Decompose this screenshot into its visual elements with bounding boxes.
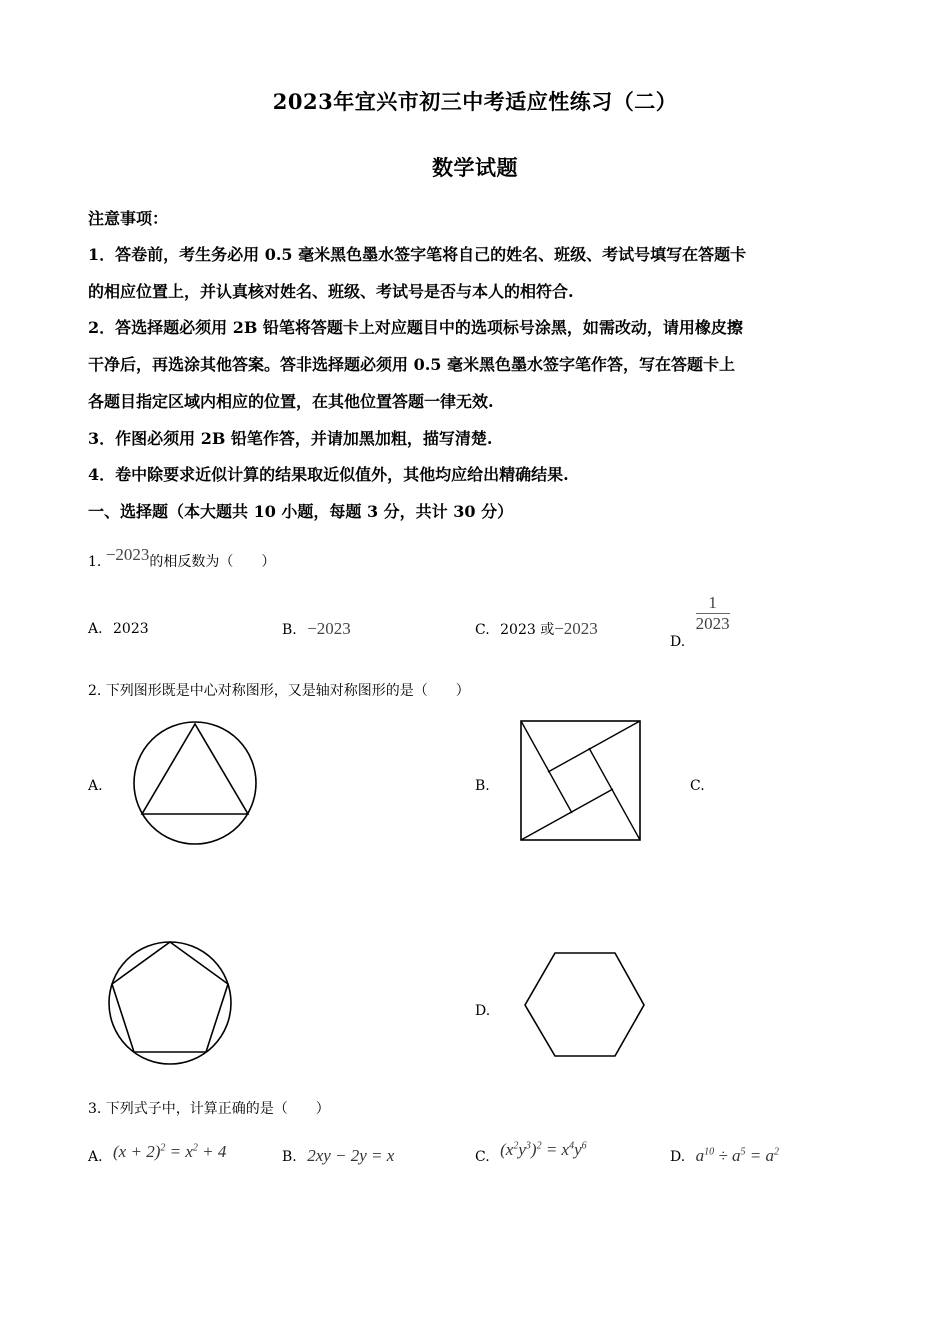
q1-option-d-label: D. <box>670 633 686 650</box>
q1-option-a <box>88 621 149 637</box>
q1-number: 1. <box>88 554 102 570</box>
section-1-heading: 一、选择题（本大题共 10 小题，每题 3 分，共计 30 分） <box>88 502 514 521</box>
q3-option-d-label: D. <box>670 1149 686 1165</box>
page-title: 2023年宜兴市初三中考适应性练习（二） <box>272 89 678 114</box>
page-subtitle: 数学试题 <box>432 155 518 180</box>
q3-option-a-label: A. <box>88 1149 103 1165</box>
q1-stem-text: 的相反数为（ ） <box>149 554 276 570</box>
notes-line-1: 1．答卷前，考生务必用 0.5 毫米黑色墨水签字笔将自己的姓名、班级、考试号填写在答题卡 <box>88 245 747 264</box>
q1-option-c-text2: −2023 <box>554 619 598 638</box>
q1-option-d-numerator: 1 <box>696 593 730 614</box>
q1-option-d <box>670 593 730 650</box>
q1-option-b <box>282 619 351 639</box>
q2-option-a-label: A. <box>88 778 103 794</box>
q2-option-d-label: D. <box>475 1003 491 1019</box>
q3-option-a <box>88 1142 227 1166</box>
square-pinwheel-figure <box>518 718 644 844</box>
q2-stem: 2. 下列图形既是中心对称图形，又是轴对称图形的是（ ） <box>88 683 470 699</box>
notes-heading: 注意事项： <box>88 209 169 228</box>
q1-stem <box>88 545 276 571</box>
q3-option-c-label: C. <box>475 1149 490 1165</box>
q3-option-c <box>475 1140 587 1166</box>
q1-option-a-text: 2023 <box>113 621 149 637</box>
notes-line-4: 干净后，再选涂其他答案。答非选择题必须用 0.5 毫米黑色墨水签字笔作答，写在答题卡上 <box>88 355 735 374</box>
q1-option-b-text: −2023 <box>307 619 351 638</box>
q1-option-c-text1: 2023 或 <box>500 622 555 638</box>
q3-stem: 3. 下列式子中，计算正确的是（ ） <box>88 1101 330 1117</box>
q3-option-b-label: B. <box>282 1149 297 1165</box>
q3-option-b-expr: 2xy − 2y = x <box>307 1146 395 1165</box>
notes-line-5: 各题目指定区域内相应的位置，在其他位置答题一律无效. <box>88 392 494 411</box>
q1-option-b-label: B. <box>282 622 297 638</box>
circle-with-triangle-figure <box>130 720 262 848</box>
q1-option-c-label: C. <box>475 622 490 638</box>
q2-option-b-label: B. <box>475 778 490 794</box>
q1-option-c <box>475 619 598 639</box>
q1-option-a-label: A. <box>88 621 103 637</box>
q3-option-b <box>282 1146 394 1166</box>
q2-option-c-label: C. <box>690 778 705 794</box>
q3-option-c-expr: $(x^2y^3)^2 = x^4y^6$ <box>500 1140 587 1159</box>
hexagon-figure <box>522 950 648 1060</box>
q1-expr: −2023 <box>105 545 150 564</box>
circle-with-pentagon-figure <box>104 940 236 1068</box>
q3-option-d <box>670 1146 779 1166</box>
q3-option-d-expr: $a^{10} \div a^5 = a^2$ <box>695 1146 779 1165</box>
notes-line-6: 3．作图必须用 2B 铅笔作答，并请加黑加粗，描写清楚. <box>88 429 493 448</box>
notes-line-2: 的相应位置上，并认真核对姓名、班级、考试号是否与本人的相符合. <box>88 282 574 301</box>
notes-line-7: 4．卷中除要求近似计算的结果取近似值外，其他均应给出精确结果. <box>88 465 569 484</box>
q1-option-d-denominator: 2023 <box>695 614 730 633</box>
notes-line-3: 2．答选择题必须用 2B 铅笔将答题卡上对应题目中的选项标号涂黑，如需改动，请用橡皮擦 <box>88 318 743 337</box>
q1-option-d-fraction <box>696 593 730 634</box>
q3-option-a-expr: $(x + 2)^2 = x^2 + 4$ <box>113 1142 227 1161</box>
